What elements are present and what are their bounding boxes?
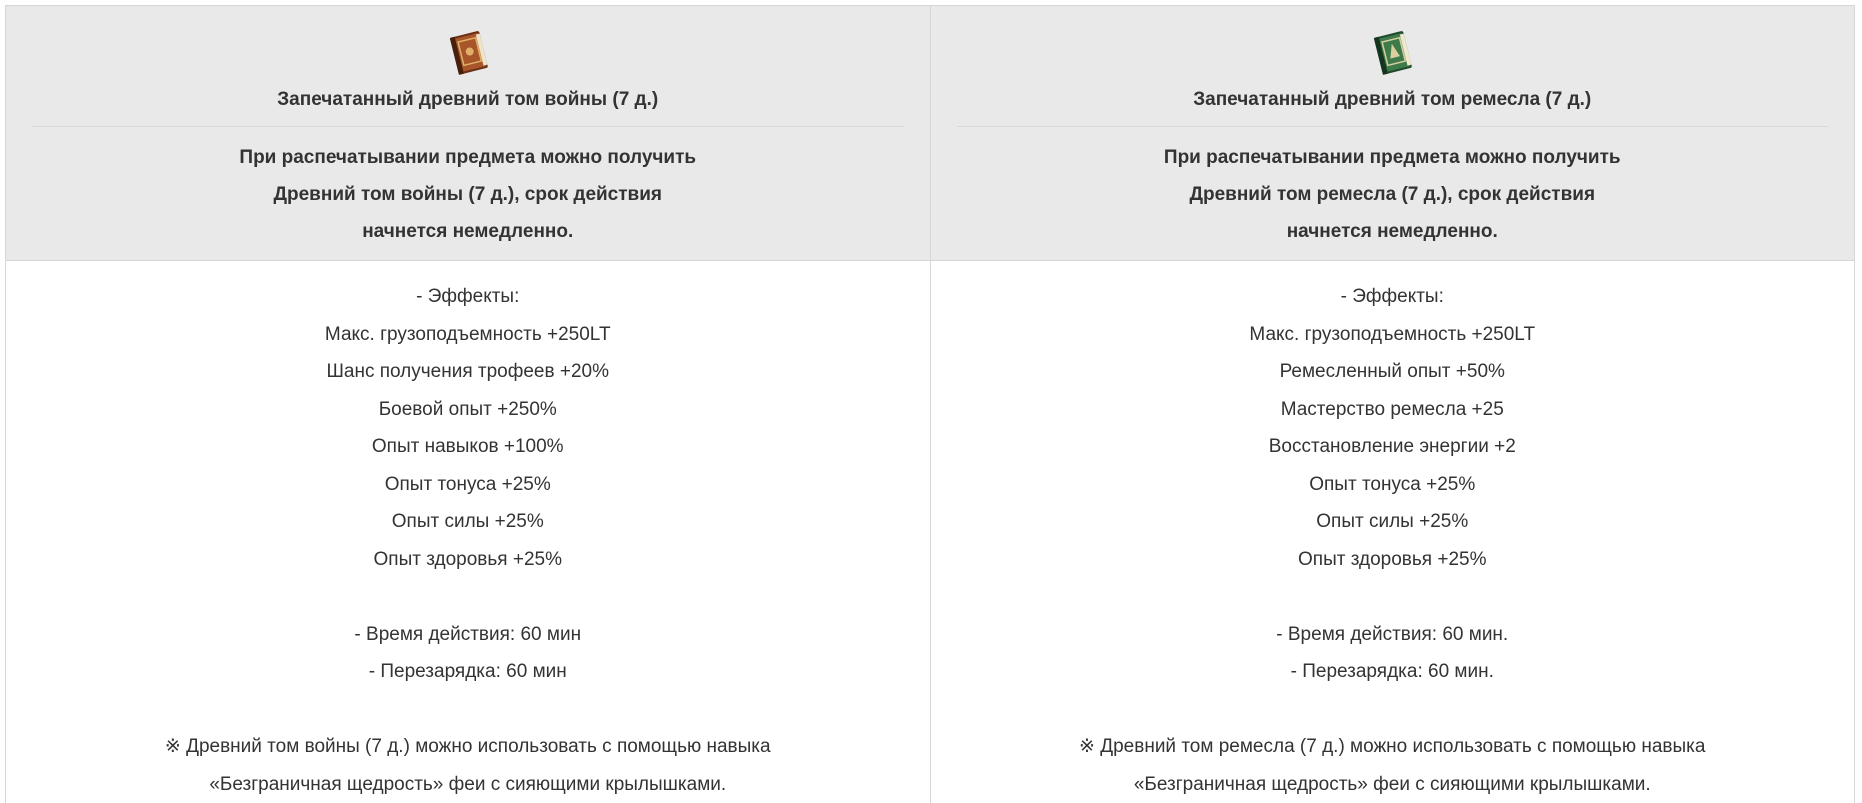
item-title: Запечатанный древний том ремесла (7 д.) bbox=[957, 88, 1829, 127]
description-line: Древний том ремесла (7 д.), срок действия bbox=[1189, 184, 1596, 205]
war-tome-icon bbox=[440, 28, 496, 78]
effect-line: Мастерство ремесла +25 bbox=[1280, 398, 1504, 420]
effect-line: Опыт тонуса +25% bbox=[384, 473, 551, 495]
effect-line: Боевой опыт +250% bbox=[378, 398, 557, 420]
item-column-craft bbox=[930, 6, 1855, 803]
item-column-war bbox=[6, 6, 930, 803]
description-line: При распечатывании предмета можно получить bbox=[1163, 147, 1621, 168]
item-header bbox=[931, 6, 1855, 261]
craft-tome-icon bbox=[1364, 28, 1420, 78]
duration-line: - Время действия: 60 мин bbox=[354, 623, 582, 645]
item-title: Запечатанный древний том войны (7 д.) bbox=[32, 88, 904, 127]
effect-line: Ремесленный опыт +50% bbox=[1279, 361, 1505, 382]
effect-line: Опыт тонуса +25% bbox=[1309, 473, 1476, 495]
description-line: начнется немедленно. bbox=[1286, 221, 1498, 242]
effect-line: Опыт здоровья +25% bbox=[1298, 548, 1487, 570]
effect-line: Шанс получения трофеев +20% bbox=[326, 361, 609, 382]
effects-header: - Эффекты: bbox=[416, 286, 520, 307]
effects-header: - Эффекты: bbox=[1340, 286, 1444, 307]
item-description bbox=[957, 139, 1829, 250]
usage-note-line: «Безграничная щедрость» феи с сияющими крылышками. bbox=[1133, 773, 1651, 795]
description-line: Древний том войны (7 д.), срок действия bbox=[273, 184, 663, 205]
item-header bbox=[6, 6, 930, 261]
item-details bbox=[931, 261, 1855, 803]
item-description bbox=[32, 139, 904, 250]
duration-line: - Время действия: 60 мин. bbox=[1276, 623, 1509, 645]
item-details bbox=[6, 261, 930, 803]
effect-line: Макс. грузоподъемность +250LT bbox=[324, 323, 611, 345]
cooldown-line: - Перезарядка: 60 мин. bbox=[1290, 661, 1494, 682]
usage-note-line: ※ Древний том ремесла (7 д.) можно использовать с помощью навыка bbox=[1079, 736, 1706, 757]
description-line: начнется немедленно. bbox=[362, 221, 574, 242]
effect-line: Опыт здоровья +25% bbox=[373, 548, 562, 570]
description-line: При распечатывании предмета можно получить bbox=[239, 147, 697, 168]
effect-line: Опыт навыков +100% bbox=[371, 436, 564, 457]
effect-line: Опыт силы +25% bbox=[1316, 511, 1469, 532]
cooldown-line: - Перезарядка: 60 мин bbox=[368, 661, 567, 682]
usage-note-line: «Безграничная щедрость» феи с сияющими крылышками. bbox=[209, 773, 727, 795]
usage-note-line: ※ Древний том войны (7 д.) можно использовать с помощью навыка bbox=[164, 736, 771, 757]
effect-line: Восстановление энергии +2 bbox=[1268, 436, 1516, 457]
effect-line: Макс. грузоподъемность +250LT bbox=[1249, 323, 1536, 345]
effect-line: Опыт силы +25% bbox=[391, 511, 544, 532]
item-comparison-table bbox=[5, 5, 1855, 803]
